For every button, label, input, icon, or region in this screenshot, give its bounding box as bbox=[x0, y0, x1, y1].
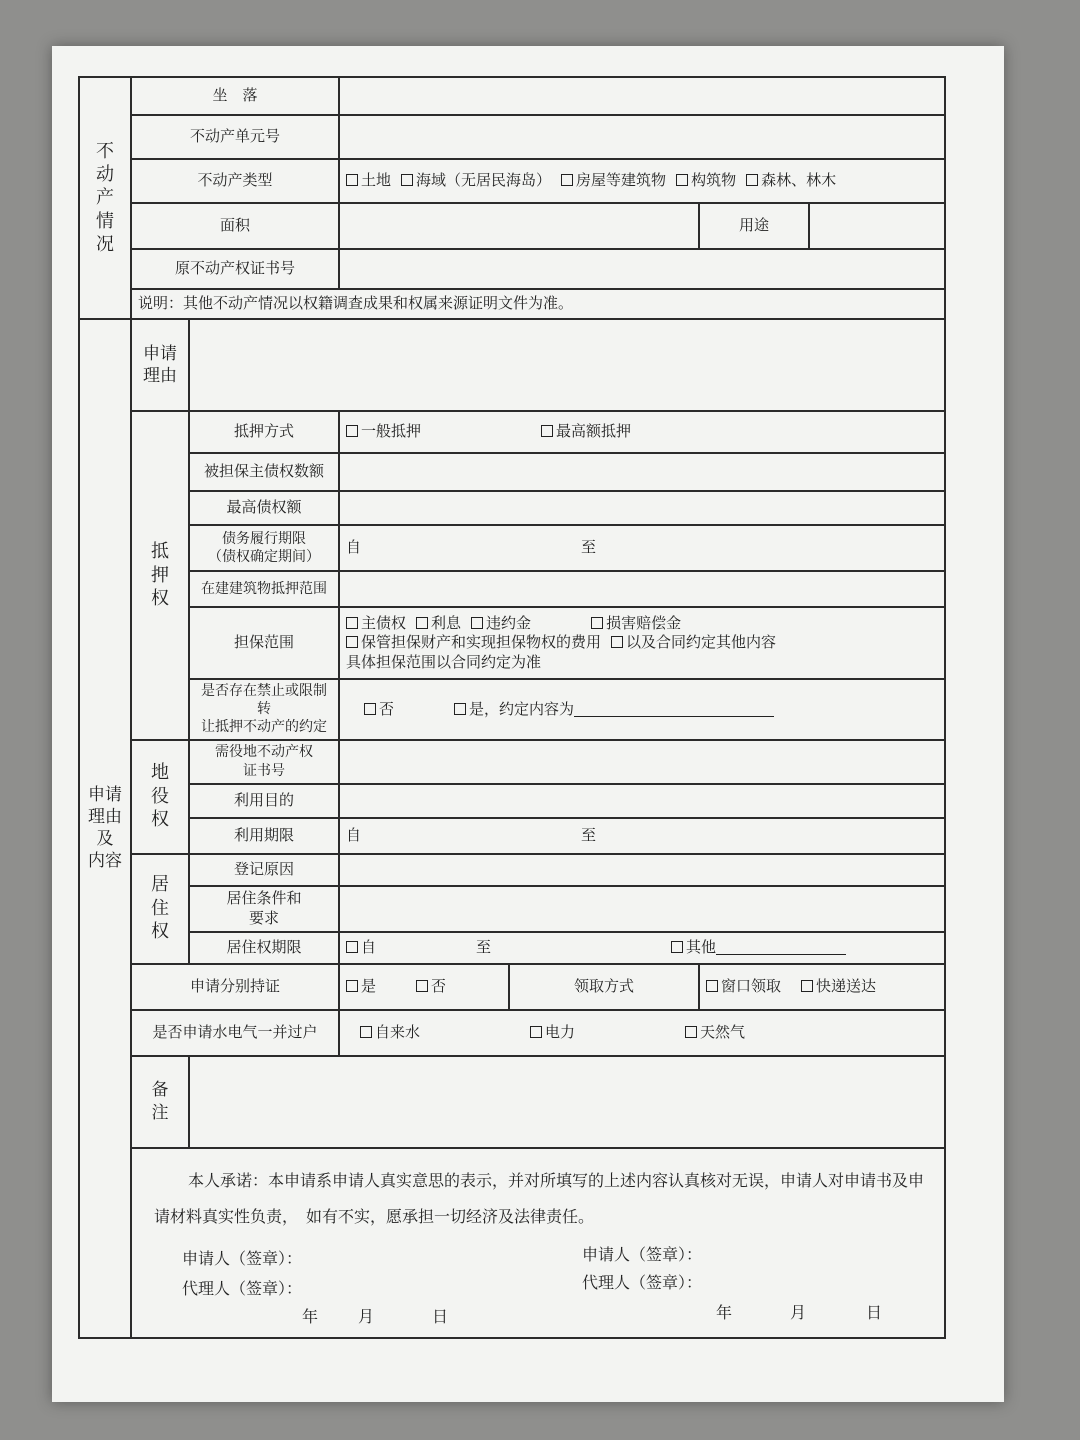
reason-field[interactable] bbox=[189, 319, 945, 411]
scope-note: 具体担保范围以合同约定为准 bbox=[346, 652, 542, 671]
separate-cert-options bbox=[339, 964, 509, 1010]
power-option[interactable]: 电力 bbox=[530, 1023, 575, 1043]
residence-conditions-field[interactable] bbox=[339, 886, 945, 932]
guarantee-scope-label: 担保范围 bbox=[189, 607, 339, 679]
checkbox-icon bbox=[346, 980, 358, 992]
application-section-title: 申请 理由 及 内容 bbox=[79, 319, 131, 1338]
separate-yes-option[interactable]: 是 bbox=[346, 977, 376, 997]
use-purpose-field[interactable] bbox=[339, 784, 945, 818]
dominant-cert-label: 需役地不动产权 证书号 bbox=[189, 740, 339, 784]
usage-field[interactable] bbox=[809, 203, 945, 249]
checkbox-icon bbox=[346, 425, 358, 437]
gas-option[interactable]: 天然气 bbox=[685, 1023, 745, 1043]
agent-signature-right[interactable]: 代理人（签章）： bbox=[582, 1272, 703, 1292]
mortgage-title: 抵 押 权 bbox=[131, 411, 189, 740]
checkbox-icon bbox=[746, 174, 758, 186]
property-type-options bbox=[339, 159, 945, 203]
applicant-signature-left[interactable]: 申请人（签章）： bbox=[182, 1248, 303, 1268]
original-cert-field[interactable] bbox=[339, 249, 945, 289]
applicant-signature-right[interactable]: 申请人（签章）： bbox=[582, 1244, 703, 1264]
date-year-right: 年 bbox=[716, 1302, 733, 1322]
secured-amount-label: 被担保主债权数额 bbox=[189, 453, 339, 491]
residence-period-label: 居住权期限 bbox=[189, 932, 339, 964]
pledge-section bbox=[131, 1148, 945, 1338]
type-option-building[interactable]: 房屋等建筑物 bbox=[561, 171, 666, 191]
checkbox-icon bbox=[346, 941, 358, 953]
checkbox-icon bbox=[611, 636, 623, 648]
date-month-left: 月 bbox=[358, 1306, 375, 1326]
type-option-structure[interactable]: 构筑物 bbox=[676, 171, 736, 191]
restriction-no-option[interactable]: 否 bbox=[364, 700, 394, 720]
original-cert-label: 原不动产权证书号 bbox=[131, 249, 339, 289]
scope-principal-option[interactable]: 主债权 bbox=[346, 614, 406, 634]
usage-label: 用途 bbox=[699, 203, 809, 249]
secured-amount-field[interactable] bbox=[339, 453, 945, 491]
checkbox-icon bbox=[360, 1026, 372, 1038]
residence-conditions-label: 居住条件和 要求 bbox=[189, 886, 339, 932]
guarantee-scope-options bbox=[339, 607, 945, 679]
checkbox-icon bbox=[671, 941, 683, 953]
mortgage-method-options bbox=[339, 411, 945, 453]
use-period-label: 利用期限 bbox=[189, 818, 339, 854]
utilities-options bbox=[339, 1010, 945, 1056]
water-option[interactable]: 自来水 bbox=[360, 1023, 420, 1043]
mortgage-max-option[interactable]: 最高额抵押 bbox=[541, 422, 631, 442]
scope-other-option[interactable]: 以及合同约定其他内容 bbox=[611, 633, 776, 653]
other-blank[interactable] bbox=[716, 940, 846, 955]
debt-term-label: 债务履行期限 （债权确定期间） bbox=[189, 525, 339, 571]
registration-reason-label: 登记原因 bbox=[189, 854, 339, 886]
checkbox-icon bbox=[561, 174, 573, 186]
checkbox-icon bbox=[530, 1026, 542, 1038]
residence-other-option[interactable]: 其他 bbox=[671, 938, 846, 958]
checkbox-icon bbox=[346, 617, 358, 629]
unit-no-label: 不动产单元号 bbox=[131, 115, 339, 159]
scope-damages-option[interactable]: 损害赔偿金 bbox=[591, 614, 681, 634]
residence-title: 居 住 权 bbox=[131, 854, 189, 964]
construction-scope-label: 在建建筑物抵押范围 bbox=[189, 571, 339, 607]
restriction-label: 是否存在禁止或限制转 让抵押不动产的约定 bbox=[189, 679, 339, 740]
type-option-forest[interactable]: 森林、林木 bbox=[746, 171, 836, 191]
checkbox-icon bbox=[364, 703, 376, 715]
max-amount-field[interactable] bbox=[339, 491, 945, 525]
restriction-options bbox=[339, 679, 945, 740]
separate-no-option[interactable]: 否 bbox=[416, 977, 446, 997]
property-section-title: 不 动 产 情 况 bbox=[79, 77, 131, 319]
date-year-left: 年 bbox=[302, 1306, 319, 1326]
registration-reason-field[interactable] bbox=[339, 854, 945, 886]
checkbox-icon bbox=[454, 703, 466, 715]
agreement-blank[interactable] bbox=[574, 702, 774, 717]
agent-signature-left[interactable]: 代理人（签章）： bbox=[182, 1278, 303, 1298]
date-day-right: 日 bbox=[866, 1302, 883, 1322]
pledge-text: 本人承诺：本申请系申请人真实意思的表示，并对所填写的上述内容认真核对无误，申请人对申请书及申请材料真实性负责， 如有不实，愿承担一切经济及法律责任。 bbox=[154, 1170, 925, 1226]
easement-title: 地 役 权 bbox=[131, 740, 189, 854]
checkbox-icon bbox=[346, 174, 358, 186]
area-label: 面积 bbox=[131, 203, 339, 249]
mortgage-general-option[interactable]: 一般抵押 bbox=[346, 422, 421, 442]
checkbox-icon bbox=[346, 636, 358, 648]
checkbox-icon bbox=[471, 617, 483, 629]
debt-term-field[interactable]: 自 至 bbox=[339, 525, 945, 571]
checkbox-icon bbox=[801, 980, 813, 992]
unit-no-field[interactable] bbox=[339, 115, 945, 159]
pickup-label: 领取方式 bbox=[509, 964, 699, 1010]
restriction-yes-option[interactable]: 是，约定内容为 bbox=[454, 700, 774, 720]
use-period-field[interactable]: 自 至 bbox=[339, 818, 945, 854]
residence-from-option[interactable]: 自 bbox=[346, 938, 376, 958]
area-field[interactable] bbox=[339, 203, 699, 249]
type-option-sea[interactable]: 海域（无居民海岛） bbox=[401, 171, 551, 191]
max-amount-label: 最高债权额 bbox=[189, 491, 339, 525]
date-day-left: 日 bbox=[432, 1306, 449, 1326]
application-form-table bbox=[78, 76, 946, 1339]
checkbox-icon bbox=[416, 980, 428, 992]
location-label: 坐 落 bbox=[131, 77, 339, 115]
checkbox-icon bbox=[685, 1026, 697, 1038]
scope-custody-option[interactable]: 保管担保财产和实现担保物权的费用 bbox=[346, 633, 601, 653]
scope-interest-option[interactable]: 利息 bbox=[416, 614, 461, 634]
checkbox-icon bbox=[416, 617, 428, 629]
dominant-cert-field[interactable] bbox=[339, 740, 945, 784]
separate-cert-label: 申请分别持证 bbox=[131, 964, 339, 1010]
pickup-options bbox=[699, 964, 945, 1010]
date-month-right: 月 bbox=[790, 1302, 807, 1322]
use-purpose-label: 利用目的 bbox=[189, 784, 339, 818]
mortgage-method-label: 抵押方式 bbox=[189, 411, 339, 453]
checkbox-icon bbox=[541, 425, 553, 437]
property-type-label: 不动产类型 bbox=[131, 159, 339, 203]
type-option-land[interactable]: 土地 bbox=[346, 171, 391, 191]
checkbox-icon bbox=[401, 174, 413, 186]
remarks-field[interactable] bbox=[189, 1056, 945, 1148]
property-note: 说明：其他不动产情况以权籍调查成果和权属来源证明文件为准。 bbox=[131, 289, 945, 319]
form-paper bbox=[52, 46, 1004, 1402]
reason-label: 申请 理由 bbox=[131, 319, 189, 411]
utilities-label: 是否申请水电气一并过户 bbox=[131, 1010, 339, 1056]
pickup-express-option[interactable]: 快递送达 bbox=[801, 977, 876, 997]
construction-scope-field[interactable] bbox=[339, 571, 945, 607]
location-field[interactable] bbox=[339, 77, 945, 115]
checkbox-icon bbox=[591, 617, 603, 629]
residence-period-field: 自 至 其他 bbox=[339, 932, 945, 964]
checkbox-icon bbox=[706, 980, 718, 992]
remarks-label: 备 注 bbox=[131, 1056, 189, 1148]
pickup-window-option[interactable]: 窗口领取 bbox=[706, 977, 781, 997]
scope-penalty-option[interactable]: 违约金 bbox=[471, 614, 531, 634]
checkbox-icon bbox=[676, 174, 688, 186]
